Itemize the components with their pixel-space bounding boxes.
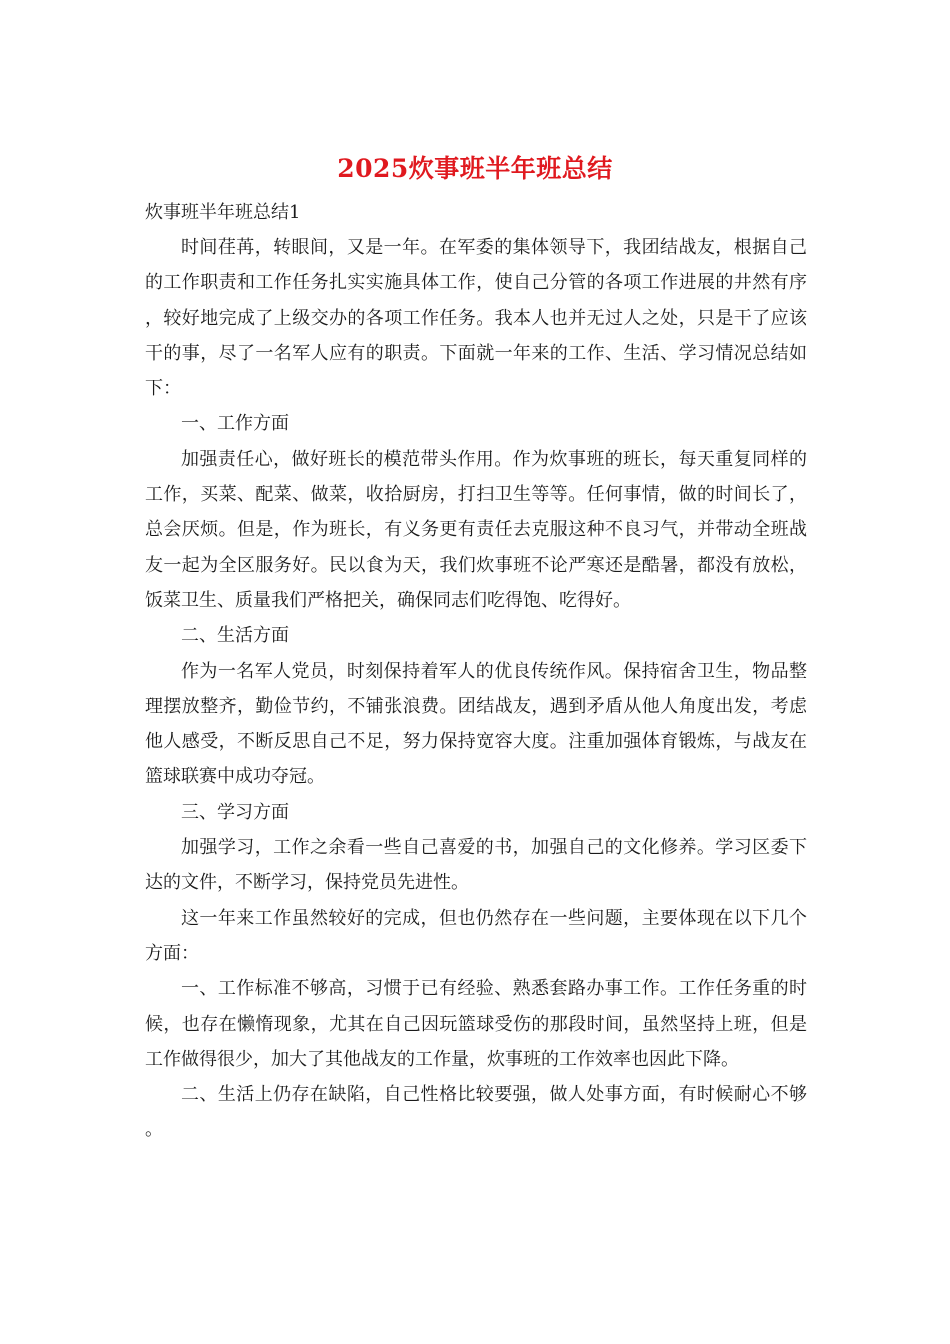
paragraph-problem-1: 一、工作标准不够高，习惯于已有经验、熟悉套路办事工作。工作任务重的时候，也存在懒惰现象，尤其在自己因玩篮球受伤的那段时间，虽然坚持上班，但是工作做得很少，加大了其他战友的工作量，炊事班的工作效率也因此下降。 bbox=[145, 978, 807, 1070]
section-heading-study: 三、学习方面 bbox=[181, 801, 289, 823]
paragraph-problem-2: 二、生活上仍存在缺陷，自己性格比较要强，做人处事方面，有时候耐心不够。 bbox=[145, 1084, 807, 1141]
paragraph-intro: 时间荏苒，转眼间，又是一年。在军委的集体领导下，我团结战友，根据自己的工作职责和工作任务扎实实施具体工作，使自己分管的各项工作进展的井然有序，较好地完成了上级交办的各项工作任务。我本人也并无过人之处，只是干了应该干的事，尽了一名军人应有的职责。下面就一年来的工作、生活、学习情况总结如下： bbox=[145, 237, 807, 400]
document-subtitle: 炊事班半年班总结1 bbox=[145, 202, 301, 223]
paragraph-life: 作为一名军人党员，时刻保持着军人的优良传统作风。保持宿舍卫生，物品整理摆放整齐，勤俭节约，不铺张浪费。团结战友，遇到矛盾从他人角度出发，考虑他人感受，不断反思自己不足，努力保持宽容大度。注重加强体育锻炼，与战友在篮球联赛中成功夺冠。 bbox=[145, 660, 807, 788]
paragraph-problems-intro: 这一年来工作虽然较好的完成，但也仍然存在一些问题，主要体现在以下几个方面： bbox=[145, 907, 807, 964]
paragraph-study: 加强学习，工作之余看一些自己喜爱的书，加强自己的文化修养。学习区委下达的文件，不断学习，保持党员先进性。 bbox=[145, 837, 807, 894]
section-heading-life: 二、生活方面 bbox=[181, 625, 289, 647]
document-body bbox=[145, 230, 807, 1148]
section-heading-work: 一、工作方面 bbox=[181, 413, 289, 435]
document-title: 2025炊事班半年班总结 bbox=[337, 154, 613, 183]
paragraph-work: 加强责任心，做好班长的模范带头作用。作为炊事班的班长，每天重复同样的工作，买菜、配菜、做菜，收拾厨房，打扫卫生等等。任何事情，做的时间长了，总会厌烦。但是，作为班长，有义务更有责任去克服这种不良习气，并带动全班战友一起为全区服务好。民以食为天，我们炊事班不论严寒还是酷暑，都没有放松，饭菜卫生、质量我们严格把关，确保同志们吃得饱、吃得好。 bbox=[145, 448, 807, 611]
